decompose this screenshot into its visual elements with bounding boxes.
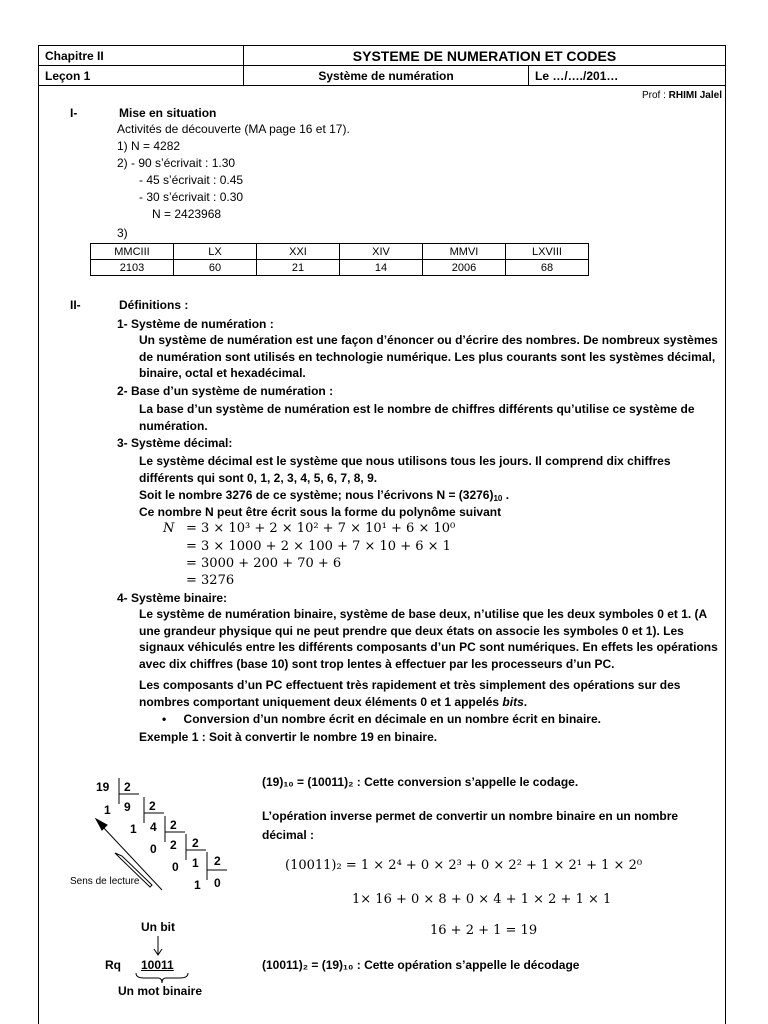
bullet-icon: • — [162, 712, 167, 726]
binary-word: 10011 — [141, 958, 174, 972]
example-text: Exemple 1 : Soit à convertir le nombre 19 en binaire. — [139, 730, 438, 744]
activities-text: Activités de découverte (MA page 16 et 17). — [117, 122, 350, 136]
q3-text: 3) — [117, 226, 128, 240]
roman-table — [90, 243, 589, 276]
coding-text: (19)₁₀ = (10011)₂ : Cette conversion s’appelle le codage. — [262, 775, 579, 789]
q2d-text: N = 2423968 — [152, 207, 222, 221]
eq-line: = 3 × 10³ + 2 × 10² + 7 × 10¹ + 6 × 10⁰ — [186, 521, 456, 536]
chapter-cell: Chapitre II — [39, 46, 244, 66]
eq-line: = 3 × 1000 + 2 × 100 + 7 × 10 + 6 × 1 — [186, 539, 451, 554]
section1-number: I- — [70, 106, 78, 120]
roman-cell: MMVI — [423, 244, 506, 260]
def4-text1: Le système de numération binaire, système de base deux, n’utilise que les deux symboles 0 et 1. (A une grandeur physique qui ne peut prendre que deux états on associe les symboles 0 et 1). Les signaux véhiculés entre les différents composants d’un PC sont numériques. En effets les opérations avec dix chiffres (base 10) sont trop lentes à effectuer par les processeurs d’un PC. — [139, 607, 718, 671]
arabic-cell: 60 — [174, 260, 257, 276]
def4-title: 4- Système binaire: — [117, 591, 228, 605]
arrow-down-icon — [150, 936, 166, 958]
def3-text: Le système décimal est le système que nous utilisons tous les jours. Il comprend dix chiffres différents qui sont 0, 1, 2, 3, 4, 5, 6, 7, 8, 9. — [139, 454, 671, 485]
roman-cell: XIV — [340, 244, 423, 260]
div-digit: 0 — [214, 876, 221, 890]
div-digit: 2 — [170, 818, 177, 832]
def1-title: 1- Système de numération : — [117, 317, 274, 331]
div-digit: 19 — [96, 780, 110, 794]
div-digit: 9 — [124, 800, 131, 814]
arabic-cell: 14 — [340, 260, 423, 276]
arabic-cell: 21 — [257, 260, 340, 276]
def2-text: La base d’un système de numération est le nombre de chiffres différents qu’utilise ce système de numération. — [139, 402, 695, 433]
header-table — [38, 45, 726, 86]
div-digit: 2 — [192, 836, 199, 850]
def1-text: Un système de numération est une façon d’énoncer ou d’écrire des nombres. De nombreux systèmes de numération sont utilisés en technologie numérique. Les plus courants sont les systèmes décimal, binaire, octal et hexadécimal. — [139, 333, 718, 380]
arabic-cell: 2006 — [423, 260, 506, 276]
roman-row — [91, 244, 589, 260]
brace-icon — [134, 972, 190, 984]
q2c-text: - 30 s’écrivait : 0.30 — [139, 190, 244, 204]
div-digit: 2 — [214, 854, 221, 868]
def3-title: 3- Système décimal: — [117, 436, 233, 450]
q2-text: 2) - 90 s’écrivait : 1.30 — [117, 156, 236, 170]
div-digit: 0 — [172, 860, 179, 874]
date-cell: Le …/…./201… — [529, 66, 726, 86]
div-digit: 2 — [149, 799, 156, 813]
section1-title: Mise en situation — [119, 106, 217, 120]
q1-text: 1) N = 4282 — [117, 139, 181, 153]
reading-direction-label: Sens de lecture — [70, 876, 140, 887]
div-digit: 1 — [194, 878, 201, 892]
q2b-text: - 45 s’écrivait : 0.45 — [139, 173, 244, 187]
prof-line: Prof : RHIMI Jalel — [641, 90, 722, 101]
arabic-cell: 68 — [506, 260, 589, 276]
def3-soit: Soit le nombre 3276 de ce système; nous l’écrivons $N = (3276)_{10}$ . — [139, 488, 510, 503]
word-label: Un mot binaire — [118, 984, 203, 998]
arabic-row — [91, 260, 589, 276]
decode-eq1: (10011)₂ = 1 × 2⁴ + 0 × 2³ + 0 × 2² + 1 × 2¹ + 1 × 2⁰ — [285, 858, 643, 873]
eq-line: = 3276 — [186, 573, 235, 588]
decode-eq3: 16 + 2 + 1 = 19 — [430, 923, 538, 938]
div-digit: 1 — [130, 822, 137, 836]
lesson-cell: Leçon 1 — [39, 66, 244, 86]
div-digit: 1 — [104, 803, 111, 817]
eq-line: = 3000 + 200 + 70 + 6 — [186, 556, 342, 571]
roman-cell: LXVIII — [506, 244, 589, 260]
div-digit: 2 — [170, 838, 177, 852]
roman-cell: MMCIII — [91, 244, 174, 260]
inverse-text: L’opération inverse permet de convertir un nombre binaire en un nombre décimal : — [262, 809, 679, 842]
roman-cell: XXI — [257, 244, 340, 260]
doc-title: SYSTEME DE NUMERATION ET CODES — [244, 46, 726, 66]
arabic-cell: 2103 — [91, 260, 174, 276]
div-digit: 1 — [192, 856, 199, 870]
def4-text2: Les composants d’un PC effectuent très rapidement et très simplement des opérations sur des nombres comportant uniquement deux éléments 0 et 1 appelés bits. — [139, 678, 681, 709]
bit-label: Un bit — [141, 920, 175, 934]
div-digit: 4 — [150, 820, 157, 834]
decode-eq2: 1× 16 + 0 × 8 + 0 × 4 + 1 × 2 + 1 × 1 — [352, 892, 612, 907]
decoding-text: (10011)₂ = (19)₁₀ : Cette opération s’appelle le décodage — [262, 958, 580, 972]
bullet-item: • Conversion d’un nombre écrit en décimale en un nombre écrit en binaire. — [162, 712, 601, 726]
roman-cell: LX — [174, 244, 257, 260]
div-digit: 2 — [124, 780, 131, 794]
rq-label: Rq — [105, 958, 121, 972]
subtitle-cell: Système de numération — [244, 66, 529, 86]
eq-N: N — [163, 521, 175, 536]
section2-number: II- — [70, 298, 81, 312]
div-digit: 0 — [150, 842, 157, 856]
def3-poly: Ce nombre N peut être écrit sous la forme du polynôme suivant — [139, 505, 502, 519]
section2-title: Définitions : — [119, 298, 189, 312]
def2-title: 2- Base d’un système de numération : — [117, 384, 334, 398]
